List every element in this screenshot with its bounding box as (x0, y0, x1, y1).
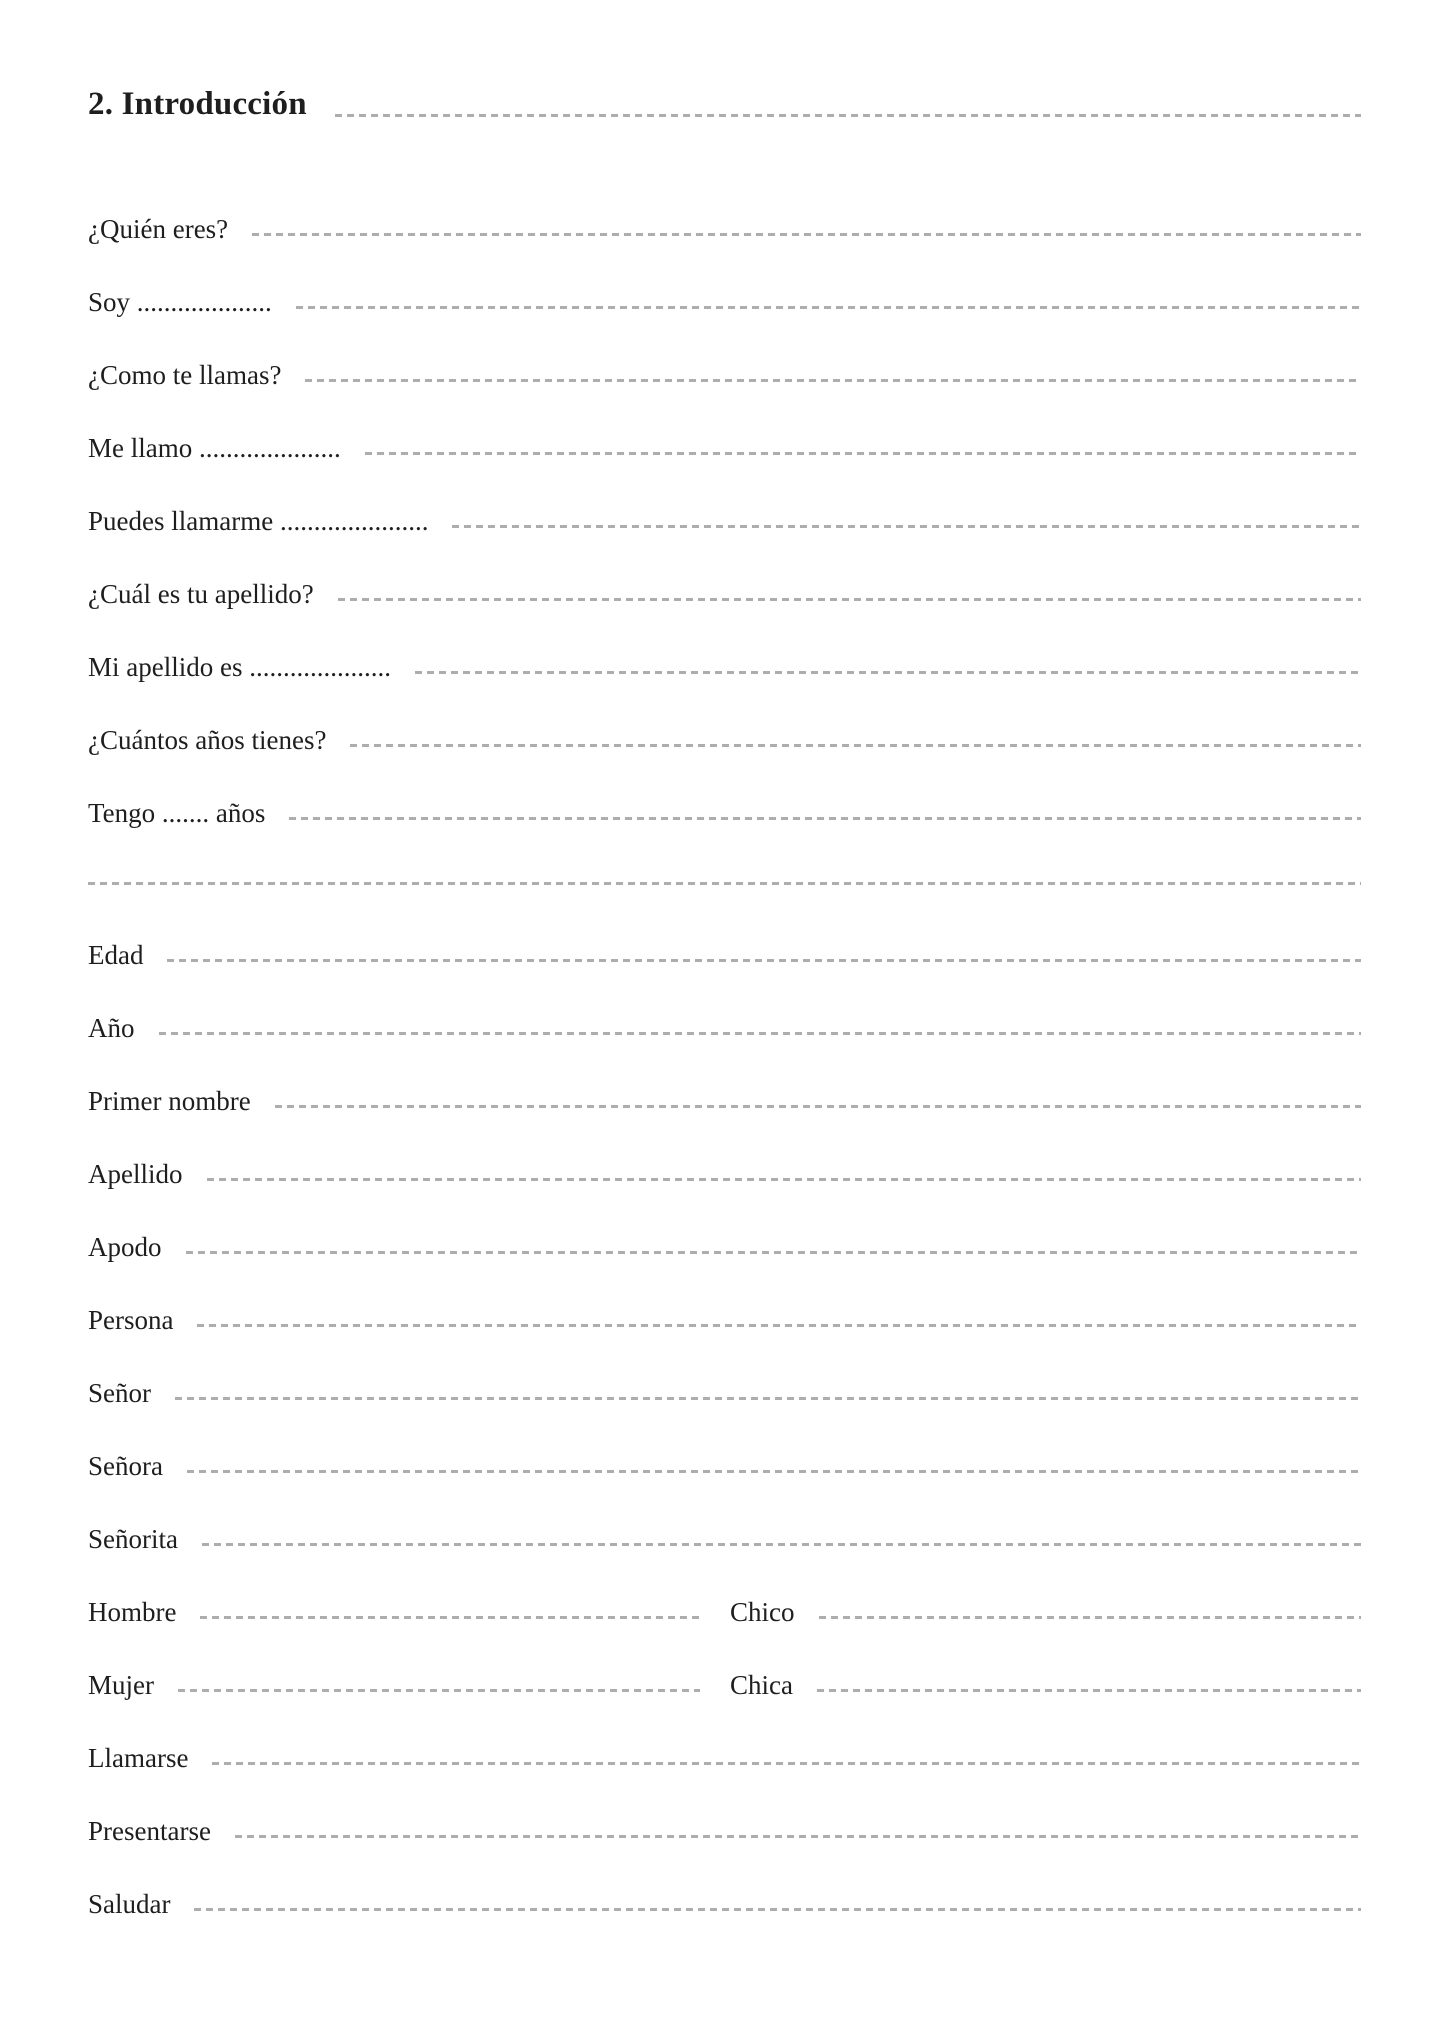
answer-dashed-line (212, 1762, 1361, 1765)
pair-right-column (730, 1598, 1361, 1627)
worksheet-row (88, 171, 1361, 244)
answer-dashed-line (159, 1032, 1362, 1035)
row-label: ¿Cuál es tu apellido? (88, 578, 314, 609)
row-label: Hombre (88, 1596, 177, 1627)
worksheet-row (88, 897, 1361, 970)
worksheet-row (88, 609, 1361, 682)
answer-dashed-line (817, 1689, 1361, 1692)
vocabulary-section-bottom (88, 1700, 1361, 1919)
worksheet-row (88, 1043, 1361, 1116)
answer-dashed-line (452, 525, 1361, 528)
row-label: Edad (88, 939, 144, 970)
answer-dashed-line (167, 959, 1361, 962)
row-label: Apodo (88, 1231, 162, 1262)
row-label: Señor (88, 1377, 151, 1408)
row-label: ¿Cuántos años tienes? (88, 724, 327, 755)
page-title: 2. Introducción (88, 86, 307, 122)
row-label: Primer nombre (88, 1085, 251, 1116)
answer-dashed-line (275, 1105, 1361, 1108)
answer-dashed-line (289, 817, 1361, 820)
row-label: Persona (88, 1304, 174, 1335)
row-label: Chica (730, 1669, 793, 1700)
worksheet-row (88, 1773, 1361, 1846)
row-label: Apellido (88, 1158, 183, 1189)
answer-dashed-line (296, 306, 1361, 309)
worksheet-row-pair (88, 1554, 1361, 1627)
pair-left-column (88, 1598, 700, 1627)
row-label: Presentarse (88, 1815, 211, 1846)
pair-left-column (88, 1671, 700, 1700)
row-label: Me llamo ..................... (88, 432, 341, 463)
worksheet-row (88, 1262, 1361, 1335)
row-label: Mi apellido es ..................... (88, 651, 391, 682)
worksheet-row (88, 536, 1361, 609)
answer-dashed-line (197, 1324, 1361, 1327)
answer-dashed-line (200, 1616, 700, 1619)
row-label: Saludar (88, 1888, 171, 1919)
answer-dashed-line (207, 1178, 1362, 1181)
answer-dashed-line (187, 1470, 1361, 1473)
title-row (88, 73, 1361, 121)
worksheet-row (88, 970, 1361, 1043)
pair-right-column (730, 1671, 1361, 1700)
row-label: Soy .................... (88, 286, 272, 317)
answer-dashed-line (175, 1397, 1361, 1400)
separator-dashed-line (88, 882, 1361, 885)
worksheet-row (88, 1189, 1361, 1262)
answer-dashed-line (202, 1543, 1361, 1546)
worksheet-row (88, 244, 1361, 317)
answer-dashed-line (415, 671, 1361, 674)
worksheet-row (88, 317, 1361, 390)
worksheet-row (88, 1408, 1361, 1481)
row-label: Señora (88, 1450, 163, 1481)
answer-dashed-line (305, 379, 1361, 382)
row-label: Puedes llamarme ...................... (88, 505, 429, 536)
worksheet-row (88, 1481, 1361, 1554)
vocabulary-section-pairs (88, 1554, 1361, 1700)
answer-dashed-line (186, 1251, 1362, 1254)
row-label: ¿Como te llamas? (88, 359, 282, 390)
answer-dashed-line (252, 233, 1361, 236)
answer-dashed-line (350, 744, 1361, 747)
row-label: Chico (730, 1596, 795, 1627)
answer-dashed-line (178, 1689, 700, 1692)
row-label: Año (88, 1012, 135, 1043)
answer-dashed-line (338, 598, 1361, 601)
answer-dashed-line (365, 452, 1361, 455)
worksheet-row (88, 755, 1361, 828)
worksheet-row (88, 1846, 1361, 1919)
questions-section (88, 171, 1361, 828)
row-label: Tengo ....... años (88, 797, 266, 828)
worksheet-row (88, 390, 1361, 463)
row-label: Mujer (88, 1669, 154, 1700)
answer-dashed-line (235, 1835, 1361, 1838)
worksheet-row (88, 1700, 1361, 1773)
separator-row (88, 882, 1361, 885)
row-label: Llamarse (88, 1742, 189, 1773)
worksheet-row-pair (88, 1627, 1361, 1700)
row-label: Señorita (88, 1523, 178, 1554)
worksheet-row (88, 1116, 1361, 1189)
worksheet-row (88, 682, 1361, 755)
row-label: ¿Quién eres? (88, 213, 229, 244)
worksheet-row (88, 463, 1361, 536)
title-dashed-line (335, 114, 1361, 117)
answer-dashed-line (819, 1616, 1362, 1619)
vocabulary-section-top (88, 897, 1361, 1554)
worksheet-row (88, 1335, 1361, 1408)
answer-dashed-line (194, 1908, 1361, 1911)
